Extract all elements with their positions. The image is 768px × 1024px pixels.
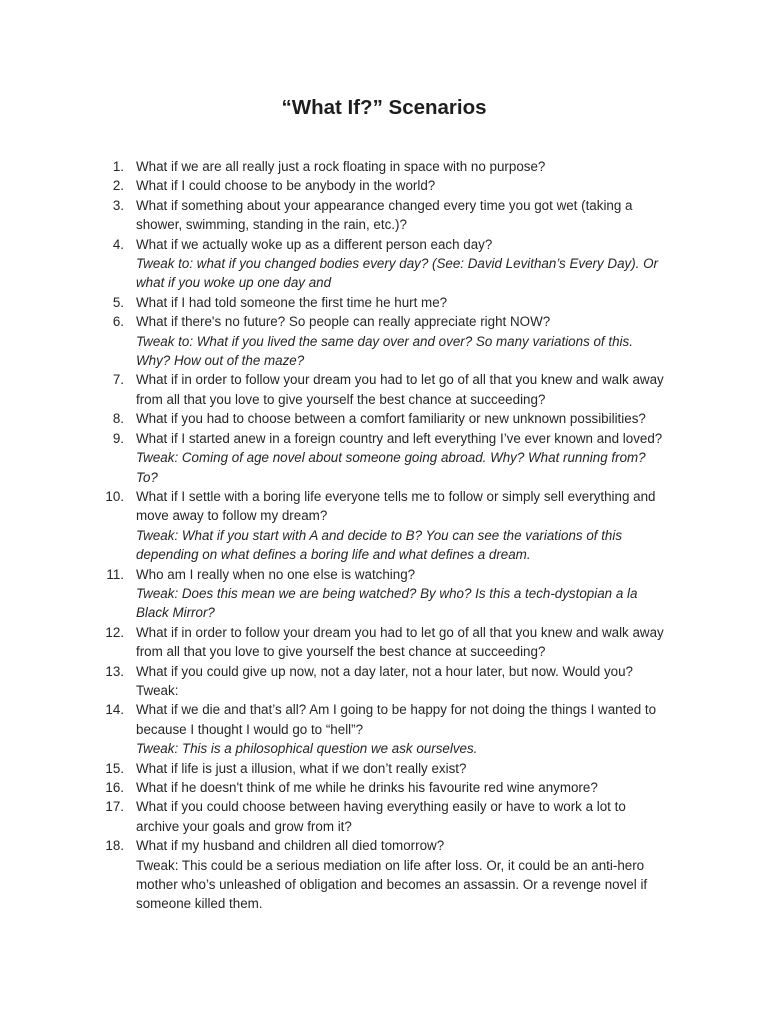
list-item-number: 1.: [112, 159, 124, 174]
tweak-text-line: depending on what defines a boring life and what defines a dream.: [136, 547, 531, 563]
scenario-text-line: What if my husband and children all died tomorrow?: [136, 838, 445, 854]
scenario-text-line: move away to follow my dream?: [136, 508, 328, 524]
tweak-text-line: Tweak: Does this mean we are being watched? By who? Is this a tech-dystopian a la: [136, 585, 638, 601]
scenario-text-line: What if something about your appearance changed every time you got wet (taking a: [136, 197, 633, 213]
list-item: [0, 157, 768, 176]
scenario-text-line: What if we are all really just a rock floating in space with no purpose?: [136, 159, 546, 174]
list-item: [0, 409, 768, 428]
scenario-text-line: What if you could choose between having everything easily or have to work a lot to: [136, 799, 626, 815]
list-item-number: 17.: [105, 799, 124, 815]
list-item: [0, 370, 768, 409]
scenario-text-line: archive your goals and grow from it?: [136, 818, 352, 834]
tweak-text-line: Why? How out of the maze?: [136, 353, 305, 369]
list-item-number: 16.: [105, 780, 124, 795]
scenario-text-line: What if you could give up now, not a day later, not a hour later, but now. Would you?: [136, 663, 634, 679]
list-item: [0, 662, 768, 701]
list-item-number: 8.: [112, 411, 124, 427]
list-item-number: 7.: [112, 372, 124, 388]
scenario-text-line: What if we die and that’s all? Am I going to be happy for not doing the things I wanted to: [136, 702, 657, 718]
scenario-text-line: from all that you love to give yourself the best chance at succeeding?: [136, 644, 546, 660]
tweak-text-line: Tweak to: What if you lived the same day over and over? So many variations of this.: [136, 333, 633, 349]
scenario-text-line: What if I settle with a boring life everyone tells me to follow or simply sell everything and: [136, 488, 656, 504]
scenario-text-line: Tweak: This could be a serious mediation on life after loss. Or, it could be an anti-hero: [136, 857, 645, 873]
scenario-text-line: What if we actually woke up as a different person each day?: [136, 236, 493, 252]
list-item: [0, 312, 768, 370]
list-item: [0, 235, 768, 293]
tweak-text-line: To?: [136, 469, 158, 485]
scenario-text-line: someone killed them.: [136, 896, 263, 912]
list-item: [0, 176, 768, 195]
list-item: [0, 293, 768, 312]
list-item: [0, 565, 768, 623]
list-item-number: 11.: [106, 566, 124, 582]
list-item-number: 15.: [105, 760, 124, 776]
scenario-text-line: What if you had to choose between a comfort familiarity or new unknown possibilities?: [136, 411, 646, 427]
tweak-text-line: what if you woke up one day and: [136, 275, 332, 291]
document-title: “What If?” Scenarios: [281, 96, 487, 119]
tweak-text-line: Black Mirror?: [136, 605, 215, 621]
list-item: [0, 623, 768, 662]
scenario-text-line: What if I started anew in a foreign country and left everything I’ve ever known and loved?: [136, 430, 663, 446]
tweak-text-line: Tweak: Coming of age novel about someone going abroad. Why? What running from?: [136, 450, 646, 466]
list-item: [0, 487, 768, 565]
scenario-text-line: shower, swimming, standing in the rain, etc.)?: [136, 217, 407, 233]
scenario-text-line: What if he doesn't think of me while he drinks his favourite red wine anymore?: [136, 780, 598, 795]
scenario-text-line: What if there's no future? So people can really appreciate right NOW?: [136, 314, 551, 330]
list-item-number: 6.: [112, 314, 124, 330]
list-item-number: 9.: [112, 430, 124, 446]
scenario-text-line: Who am I really when no one else is watching?: [136, 566, 416, 582]
list-item: [0, 700, 768, 758]
list-item-number: 13.: [105, 663, 124, 679]
list-item: [0, 797, 768, 836]
scenario-text-line: What if I could choose to be anybody in the world?: [136, 178, 436, 194]
scenario-text-line: from all that you love to give yourself the best chance at succeeding?: [136, 391, 546, 407]
list-item-number: 18.: [105, 838, 124, 854]
tweak-text-line: Tweak: What if you start with A and decide to B? You can see the variations of this: [136, 527, 623, 543]
scenario-text-line: What if in order to follow your dream you had to let go of all that you knew and walk away: [136, 624, 664, 640]
list-item: [0, 759, 768, 778]
scenario-text-line: What if in order to follow your dream you had to let go of all that you knew and walk away: [136, 372, 664, 388]
tweak-text-line: Tweak to: what if you changed bodies every day? (See: David Levithan’s Every Day). Or: [136, 256, 658, 272]
list-item: [0, 196, 768, 235]
scenario-text-line: because I thought I would go to “hell”?: [136, 721, 364, 737]
list-item-number: 12.: [105, 624, 124, 640]
list-item-number: 5.: [112, 294, 124, 310]
list-item-number: 4.: [112, 236, 124, 252]
list-item: [0, 778, 768, 797]
scenario-list: [0, 157, 768, 914]
scenario-text-line: Tweak:: [136, 682, 179, 698]
scenario-text-line: mother who’s unleashed of obligation and becomes an assassin. Or a revenge novel if: [136, 877, 648, 893]
list-item-number: 2.: [112, 178, 124, 194]
list-item: [0, 836, 768, 914]
scenario-text-line: What if I had told someone the first time he hurt me?: [136, 294, 448, 310]
list-item: [0, 429, 768, 487]
list-item-number: 3.: [112, 197, 124, 213]
list-item-number: 10.: [105, 488, 124, 504]
list-item-number: 14.: [105, 702, 124, 718]
tweak-text-line: Tweak: This is a philosophical question we ask ourselves.: [136, 741, 478, 757]
scenario-text-line: What if life is just a illusion, what if we don’t really exist?: [136, 760, 467, 776]
